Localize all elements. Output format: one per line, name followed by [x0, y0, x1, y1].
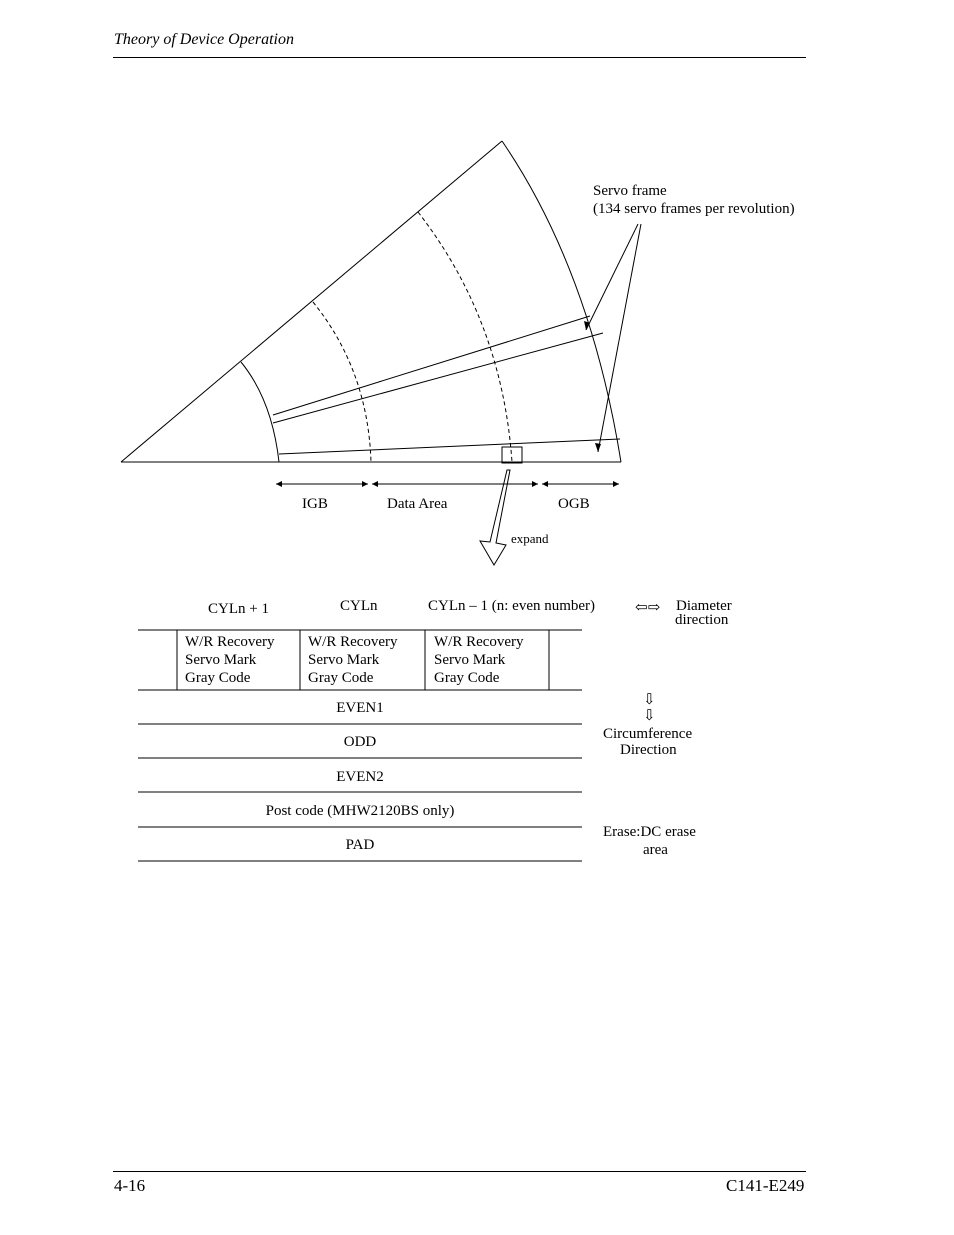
cyl-heading-n-minus-1: CYLn – 1 (n: even number) [428, 598, 596, 614]
expand-label: expand [511, 531, 549, 546]
diameter-label: Diameter [676, 598, 732, 614]
row-odd: ODD [343, 734, 377, 750]
field-cell-cyl-n-plus-1: W/R Recovery Servo Mark Gray Code [185, 634, 275, 686]
document-code: C141-E249 [726, 1176, 805, 1195]
upper-servo-band-top [273, 316, 590, 415]
page-header-title: Theory of Device Operation [114, 31, 294, 48]
dashed-arc-inner [313, 302, 371, 462]
row-even2: EVEN2 [336, 769, 384, 785]
dashed-arc-outer [418, 212, 512, 462]
row-even1: EVEN1 [336, 700, 384, 716]
servo-frame-label: Servo frame [593, 183, 667, 199]
servo-pointer-1 [586, 224, 638, 330]
row-pad: PAD [345, 837, 375, 853]
footer-rule [113, 1171, 806, 1172]
erase-label: Erase:DC erase [603, 824, 696, 840]
circumference-arrow-icon-1: ⇩ [643, 692, 656, 708]
diameter-arrows-icon: ⇦⇨ [635, 600, 661, 616]
servo-frame-detail: (134 servo frames per revolution) [593, 201, 795, 217]
sector-upper-edge [121, 141, 502, 462]
field-cell-cyl-n-minus-1: W/R Recovery Servo Mark Gray Code [434, 634, 524, 686]
zone-ogb-label: OGB [558, 496, 590, 512]
inner-arc [241, 362, 279, 462]
circumference-label: Circumference [603, 726, 693, 742]
lower-servo-band [279, 439, 620, 454]
page-number: 4-16 [114, 1176, 146, 1195]
row-post-code: Post code (MHW2120BS only) [265, 803, 455, 819]
servo-pointer-2 [598, 224, 641, 452]
field-cell-cyl-n: W/R Recovery Servo Mark Gray Code [308, 634, 398, 686]
erase-label-2: area [643, 842, 668, 858]
zone-data-area-label: Data Area [387, 496, 448, 512]
circumference-arrow-icon-2: ⇩ [643, 708, 656, 724]
upper-servo-band-bottom [273, 333, 603, 423]
diameter-label-2: direction [675, 612, 729, 628]
zone-igb-label: IGB [302, 496, 328, 512]
cyl-heading-n: CYLn [340, 598, 378, 614]
circumference-label-2: Direction [620, 742, 677, 758]
cyl-heading-n-plus-1: CYLn + 1 [208, 601, 269, 617]
